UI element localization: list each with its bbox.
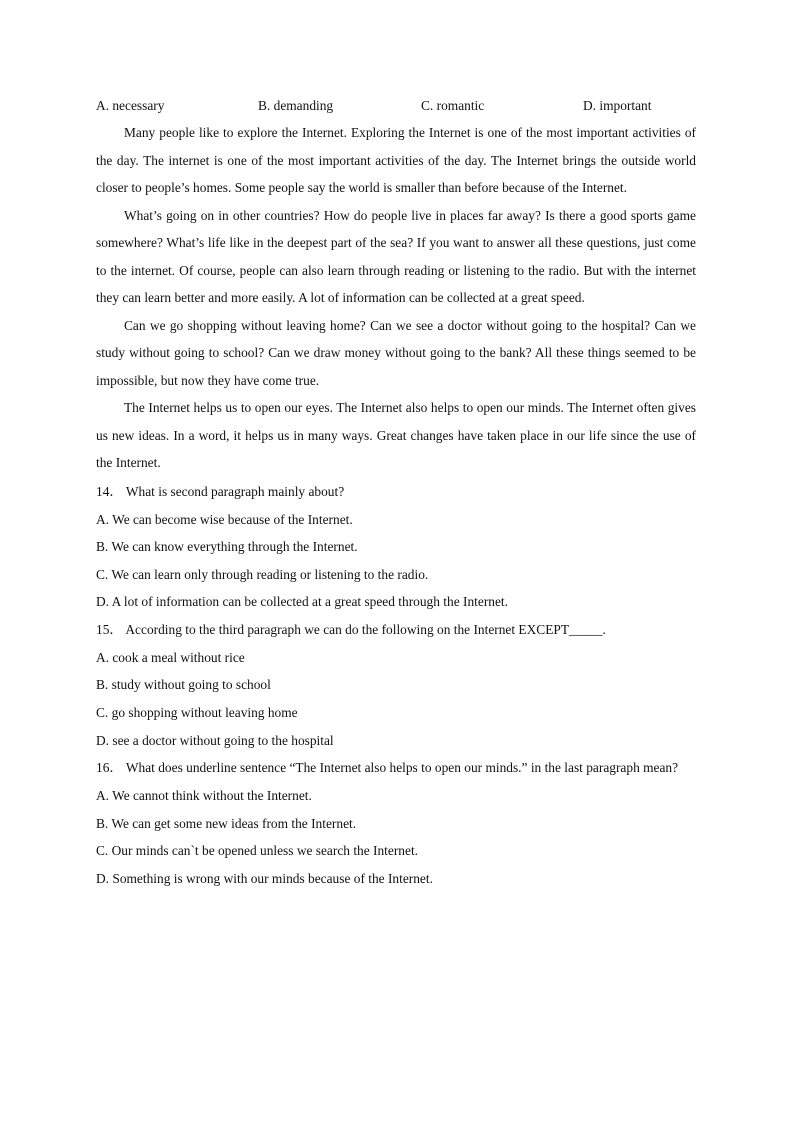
passage-paragraph-3: Can we go shopping without leaving home? Can we see a doctor without going to the hospital? Can we study without going to school? Can we draw money without going to the bank? All these things seemed to be impossible, but now they have come true. [96, 317, 696, 388]
question-option: B. We can know everything through the Internet. [96, 539, 358, 555]
question-option: A. We cannot think without the Internet. [96, 788, 312, 804]
question-option: C. go shopping without leaving home [96, 705, 298, 721]
option-d: D. important [583, 98, 652, 113]
question-option: D. see a doctor without going to the hospital [96, 732, 334, 748]
question-option: C. We can learn only through reading or listening to the radio. [96, 566, 429, 582]
previous-question-options [96, 93, 696, 119]
passage-paragraph-1: Many people like to explore the Internet. Exploring the Internet is one of the most important activities of the day. The internet is one of the most important activities of the day. The Internet brings the outside world closer to people’s homes. Some people say the world is smaller than before because of the Internet. [96, 125, 696, 195]
question-option: D. A lot of information can be collected at a great speed through the Internet. [96, 594, 508, 610]
question-option: A. We can become wise because of the Internet. [96, 511, 353, 527]
question-option: A. cook a meal without rice [96, 649, 245, 665]
passage-paragraph-2: What’s going on in other countries? How do people live in places far away? Is there a good sports game somewhere? What’s life like in the deepest part of the sea? If you want to answer all these questions, just come to the internet. Of course, people can also learn through reading or listening to the radio. But with the internet they can learn better and more easily. A lot of information can be collected at a great speed. [96, 207, 696, 305]
reading-passage [96, 119, 696, 477]
exam-page [96, 93, 696, 893]
question-stem: 15． According to the third paragraph we can do the following on the Internet EXCEPT_____. [96, 621, 606, 637]
option-b: B. demanding [258, 98, 334, 113]
question-option: D. Something is wrong with our minds because of the Internet. [96, 871, 433, 887]
passage-paragraph-4: The Internet helps us to open our eyes. The Internet also helps to open our minds. The Internet often gives us new ideas. In a word, it helps us in many ways. Great changes have taken place in our life since the use of the Internet. [96, 400, 696, 470]
option-a: A. necessary [96, 98, 165, 113]
question-option: B. We can get some new ideas from the Internet. [96, 815, 357, 831]
question-stem: 16． What does underline sentence “The Internet also helps to open our minds.” in the last paragraph mean? [96, 760, 679, 776]
question-option: C. Our minds can`t be opened unless we search the Internet. [96, 843, 419, 859]
question-16 [96, 754, 696, 892]
question-option: B. study without going to school [96, 677, 271, 693]
question-list [96, 478, 696, 893]
option-c: C. romantic [421, 98, 485, 113]
question-15 [96, 616, 696, 754]
question-14 [96, 478, 696, 616]
question-stem: 14． What is second paragraph mainly about? [96, 483, 345, 499]
